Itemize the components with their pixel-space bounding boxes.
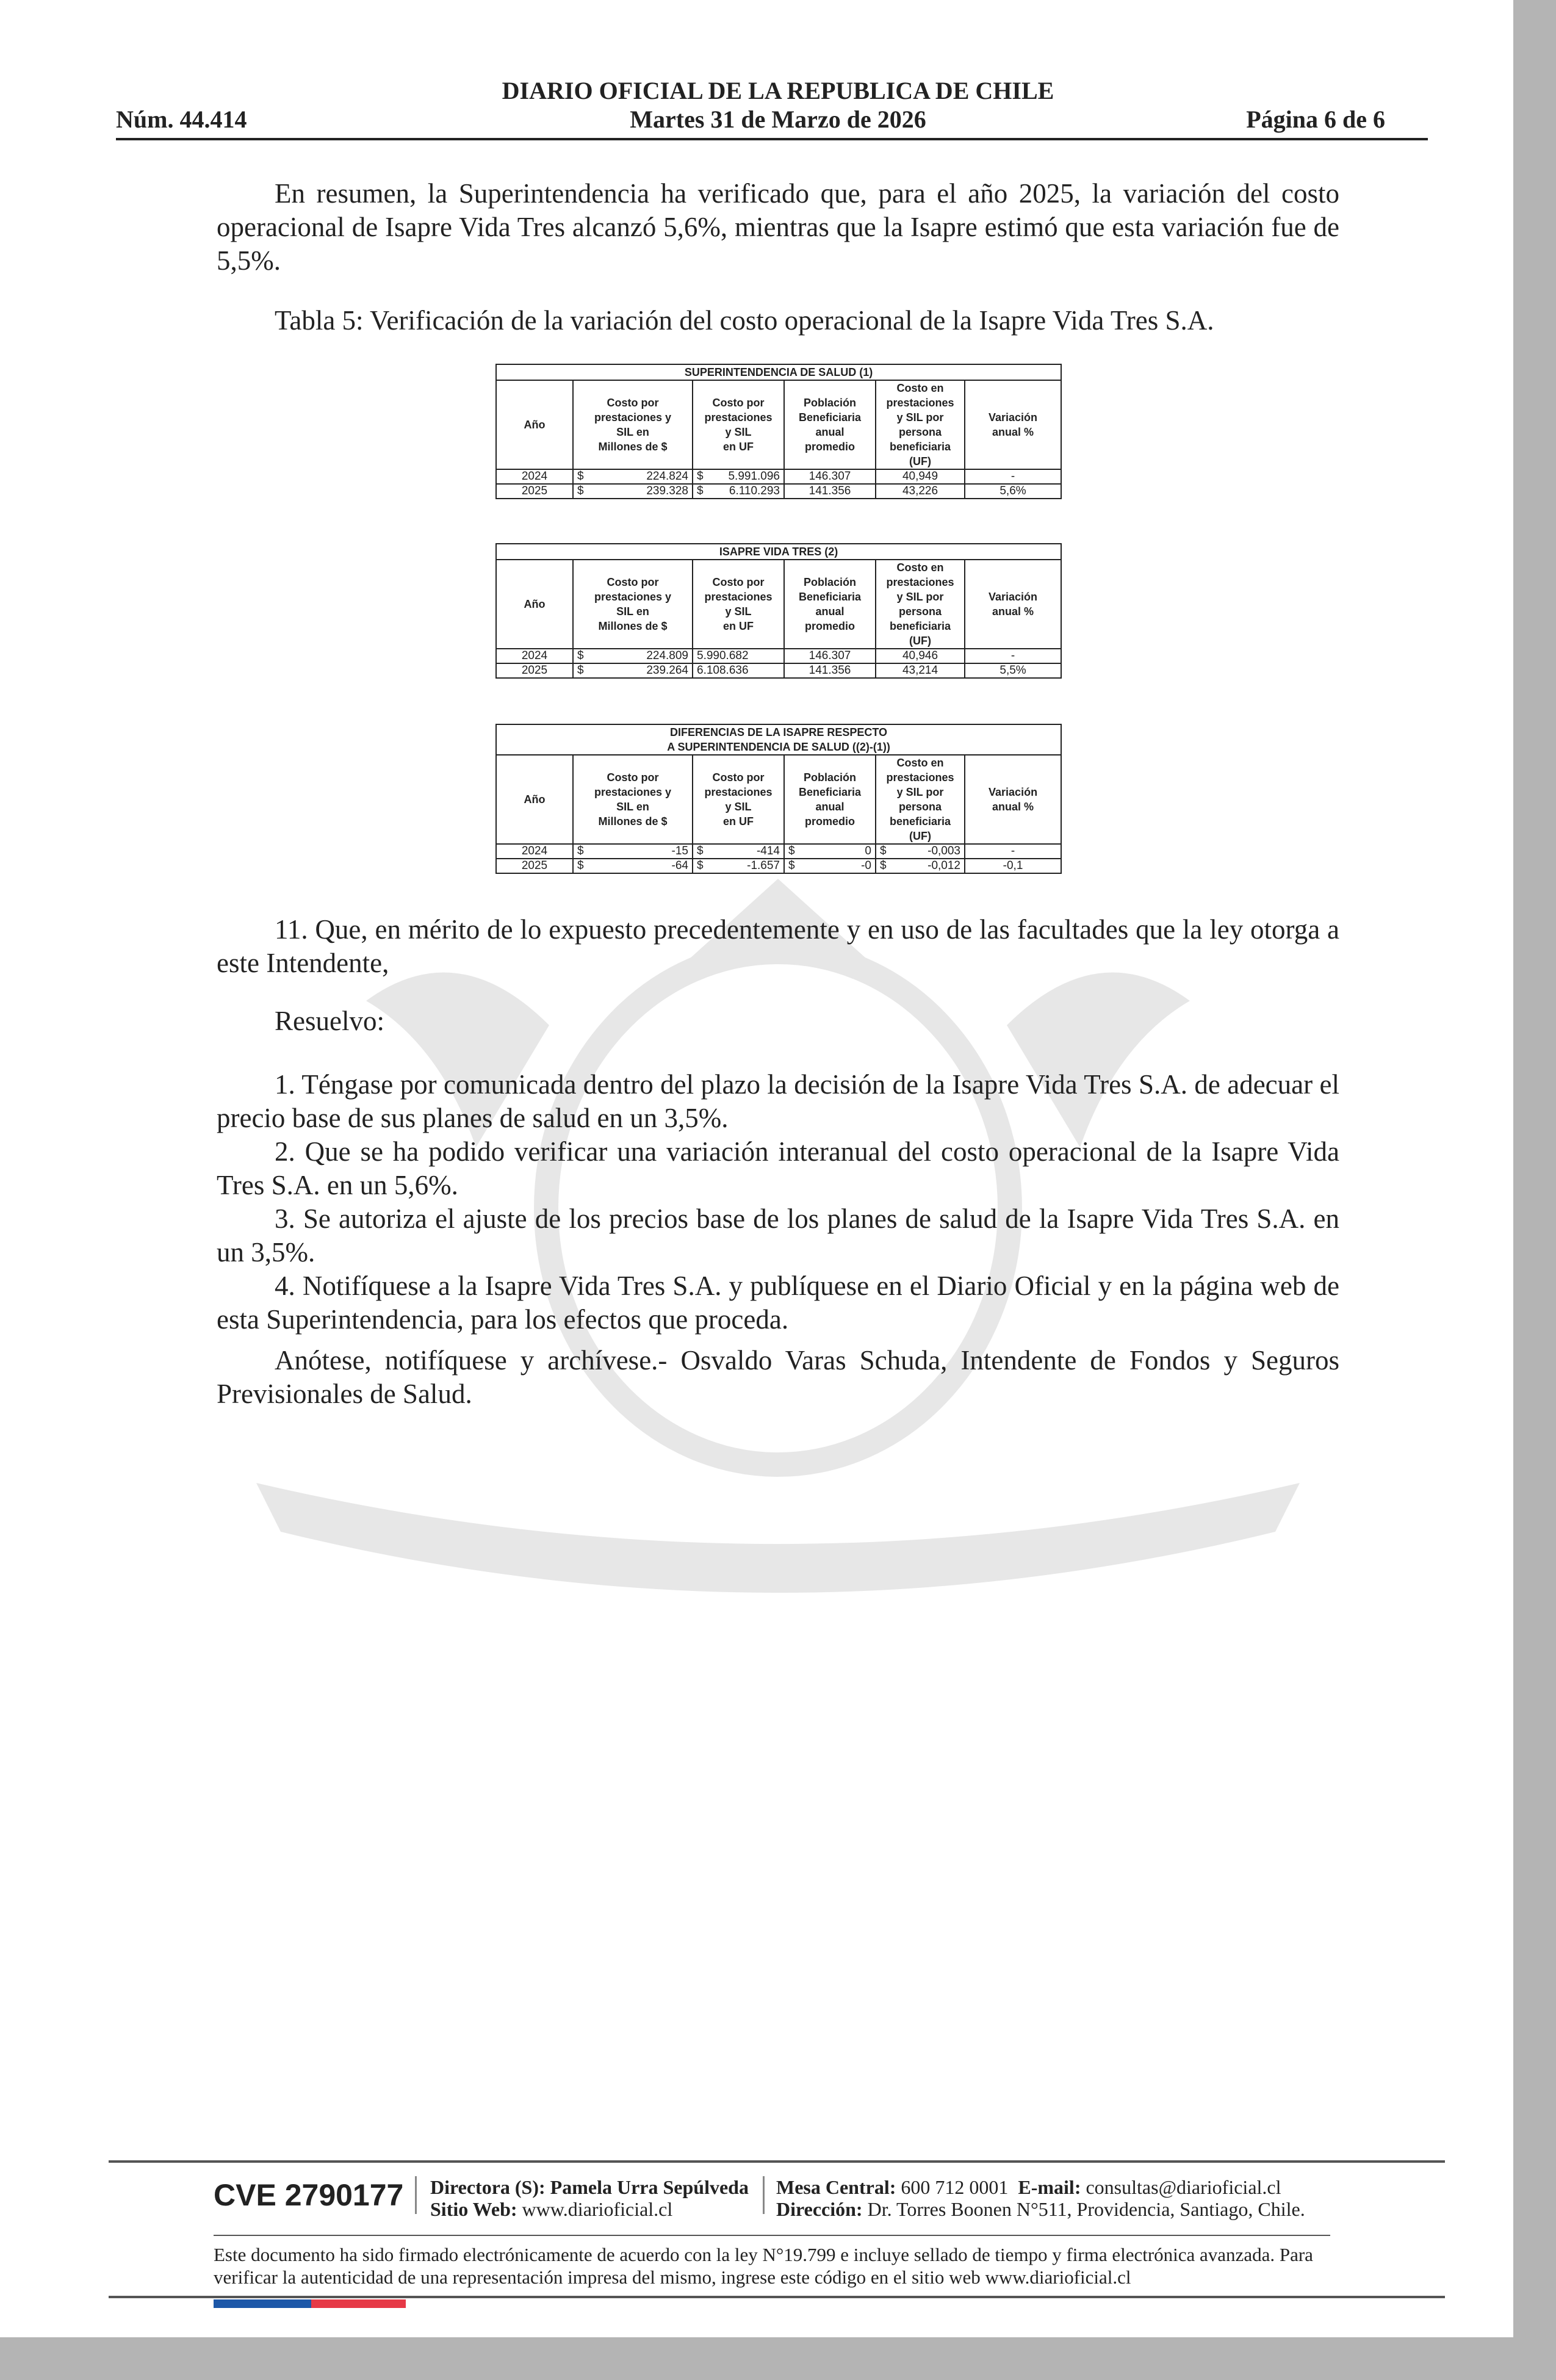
footer-director-block xyxy=(430,2176,749,2220)
website-label: Sitio Web: xyxy=(430,2198,517,2220)
closing-paragraph: Anótese, notifíquese y archívese.- Osvaldo Varas Schuda, Intendente de Fondos y Seguros Previsionales de Salud. xyxy=(217,1345,1339,1409)
resolution-item: 1. Téngase por comunicada dentro del plazo la decisión de la Isapre Vida Tres S.A. de adecuar el precio base de sus planes de salud en un 3,5%. xyxy=(217,1069,1339,1133)
address-label: Dirección: xyxy=(776,2198,863,2220)
col-variation: Variación anual % xyxy=(965,380,1061,469)
footer-separator xyxy=(763,2176,765,2214)
footer-contact-block xyxy=(776,2176,1305,2220)
col-cost-per-person: Costo en prestaciones y SIL por persona beneficiaria (UF) xyxy=(876,560,965,649)
col-population: Población Beneficiaria anual promedio xyxy=(784,755,876,844)
director-name: Directora (S): Pamela Urra Sepúlveda xyxy=(430,2176,749,2198)
paragraph-11-block xyxy=(217,913,1339,980)
table-row: 2024 $ -15 $ -414 $ 0 $ -0,003 - xyxy=(496,844,1061,859)
footer-separator xyxy=(415,2176,417,2214)
col-cost-per-person: Costo en prestaciones y SIL por persona beneficiaria (UF) xyxy=(876,380,965,469)
table-caption: Tabla 5: Verificación de la variación del costo operacional de la Isapre Vida Tres S.A. xyxy=(275,305,1214,336)
resolution-item: 3. Se autoriza el ajuste de los precios base de los planes de salud de la Isapre Vida Tres S.A. en un 3,5%. xyxy=(217,1203,1339,1268)
table-row: 2025 $ 239.264 6.108.636 141.356 43,214 5,5% xyxy=(496,663,1061,678)
col-cost-uf: Costo por prestaciones y SIL en UF xyxy=(693,560,784,649)
col-variation: Variación anual % xyxy=(965,755,1061,844)
table-header-row xyxy=(496,755,1061,844)
header-divider xyxy=(116,138,1428,140)
col-cost-per-person: Costo en prestaciones y SIL por persona beneficiaria (UF) xyxy=(876,755,965,844)
isapre-table xyxy=(495,543,1062,679)
differences-table xyxy=(495,724,1062,874)
closing-block xyxy=(217,1344,1339,1411)
summary-paragraph: En resumen, la Superintendencia ha verificado que, para el año 2025, la variación del costo operacional de Isapre Vida Tres alcanzó 5,6%, mientras que la Isapre estimó que esta variación fue de 5,5%. xyxy=(217,178,1339,276)
resolution-item: 2. Que se ha podido verificar una variación interanual del costo operacional de la Isapre Vida Tres S.A. en un 5,6%. xyxy=(217,1136,1339,1200)
col-year: Año xyxy=(496,380,573,469)
footer-thin-divider xyxy=(214,2235,1330,2236)
resolutions-list xyxy=(217,1068,1339,1336)
col-population: Población Beneficiaria anual promedio xyxy=(784,560,876,649)
col-cost-millions: Costo por prestaciones y SIL en Millones de $ xyxy=(573,755,693,844)
flag-blue-stripe xyxy=(214,2299,311,2308)
page-number: Página 6 de 6 xyxy=(1246,106,1385,133)
superintendencia-table xyxy=(495,364,1062,499)
table-row: 2024 $ 224.809 5.990.682 146.307 40,946 - xyxy=(496,649,1061,663)
summary-paragraph-block xyxy=(217,177,1339,278)
table-title: ISAPRE VIDA TRES (2) xyxy=(496,544,1061,560)
phone-number: 600 712 0001 xyxy=(901,2176,1009,2198)
col-cost-millions: Costo por prestaciones y SIL en Millones de $ xyxy=(573,560,693,649)
email-link[interactable]: consultas@diarioficial.cl xyxy=(1086,2176,1281,2198)
resolution-item: 4. Notifíquese a la Isapre Vida Tres S.A. y publíquese en el Diario Oficial y en la página web de esta Superintendencia, para los efectos que proceda. xyxy=(217,1271,1339,1335)
col-population: Población Beneficiaria anual promedio xyxy=(784,380,876,469)
table-row: 2025 $ 239.328 $ 6.110.293 141.356 43,226 5,6% xyxy=(496,484,1061,499)
table-row: 2025 $ -64 $ -1.657 $ -0 $ -0,012 -0,1 xyxy=(496,859,1061,873)
journal-title: DIARIO OFICIAL DE LA REPUBLICA DE CHILE xyxy=(502,77,1054,104)
table-header-row xyxy=(496,560,1061,649)
col-cost-uf: Costo por prestaciones y SIL en UF xyxy=(693,755,784,844)
phone-label: Mesa Central: xyxy=(776,2176,896,2198)
footer-divider xyxy=(109,2160,1445,2163)
footer-bottom-divider xyxy=(109,2296,1445,2298)
issue-date: Martes 31 de Marzo de 2026 xyxy=(630,106,926,133)
legal-note: Este documento ha sido firmado electrónicamente de acuerdo con la ley N°19.799 e incluye sellado de tiempo y firma electrónica avanzada. Para verificar la autenticidad de una representación impresa del mismo, ingrese este código en el sitio web www.diarioficial.cl xyxy=(214,2244,1313,2288)
flag-red-stripe xyxy=(311,2299,406,2308)
email-label: E-mail: xyxy=(1018,2176,1081,2198)
resuelvo-heading: Resuelvo: xyxy=(275,1006,384,1036)
table-title: DIFERENCIAS DE LA ISAPRE RESPECTO A SUPERINTENDENCIA DE SALUD ((2)-(1)) xyxy=(496,724,1061,755)
table-row: 2024 $ 224.824 $ 5.991.096 146.307 40,949 - xyxy=(496,469,1061,484)
paragraph-11: 11. Que, en mérito de lo expuesto precedentemente y en uso de las facultades que la ley otorga a este Intendente, xyxy=(217,914,1339,978)
website-link[interactable]: www.diarioficial.cl xyxy=(522,2198,673,2220)
address-text: Dr. Torres Boonen N°511, Providencia, Santiago, Chile. xyxy=(867,2198,1305,2220)
col-year: Año xyxy=(496,755,573,844)
table-title: SUPERINTENDENCIA DE SALUD (1) xyxy=(496,364,1061,380)
cve-code: CVE 2790177 xyxy=(214,2178,404,2212)
col-variation: Variación anual % xyxy=(965,560,1061,649)
issue-number: Núm. 44.414 xyxy=(116,106,247,133)
col-cost-millions: Costo por prestaciones y SIL en Millones de $ xyxy=(573,380,693,469)
table-header-row xyxy=(496,380,1061,469)
col-cost-uf: Costo por prestaciones y SIL en UF xyxy=(693,380,784,469)
col-year: Año xyxy=(496,560,573,649)
